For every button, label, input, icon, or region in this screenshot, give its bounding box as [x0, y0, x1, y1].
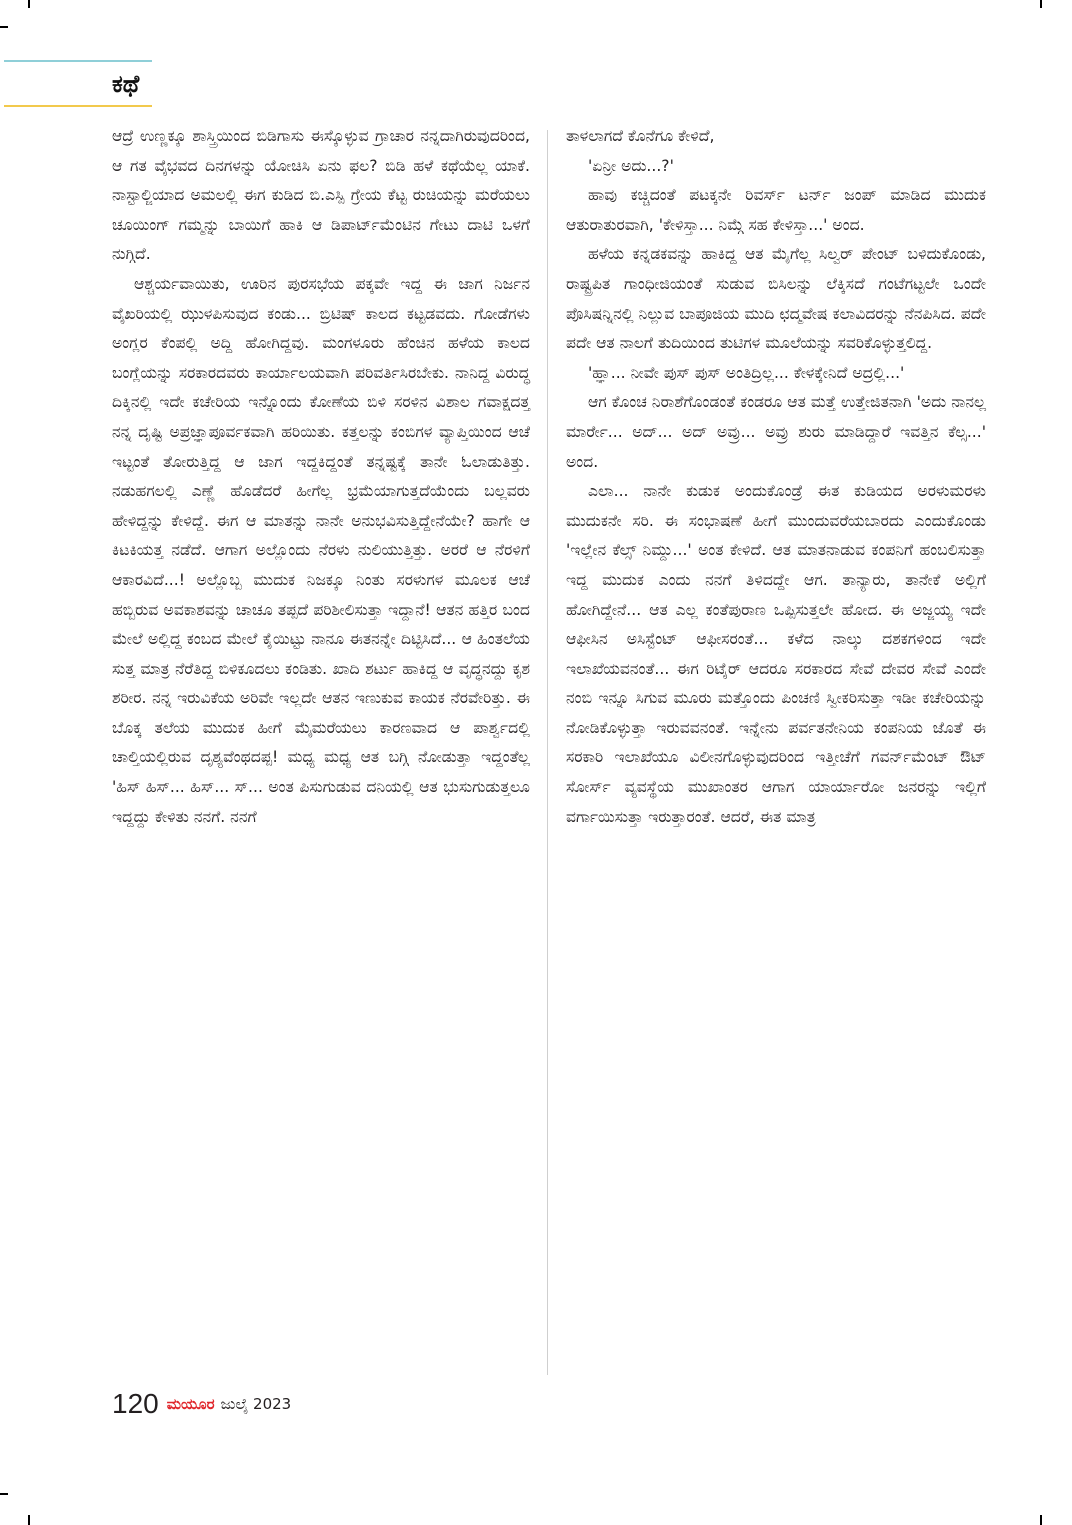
- paragraph: ಹಾವು ಕಚ್ಚಿದಂತೆ ಪಟಕ್ಕನೇ ರಿವರ್ಸ್ ಟರ್ನ್ ಜಂಪ್ ಮಾಡಿದ ಮುದುಕ ಆತುರಾತುರವಾಗಿ, 'ಕೇಳಿಸ್ತಾ... ನಿಮ್ಗೆ ಸಹ ಕೇಳಿಸ್ತಾ...' ಅಂದ.: [566, 186, 986, 234]
- paragraph: ಹಳೆಯ ಕನ್ನಡಕವನ್ನು ಹಾಕಿದ್ದ ಆತ ಮೈಗೆಲ್ಲ ಸಿಲ್ವರ್ ಪೇಂಟ್ ಬಳಿದುಕೊಂಡು, ರಾಷ್ಟ್ರಪಿತ ಗಾಂಧೀಜಿಯಂತೆ ಸುಡುವ ಬಿಸಿಲನ್ನು ಲೆಕ್ಕಿಸದೆ ಗಂಟೆಗಟ್ಟಲೇ ಒಂದೇ ಪೊಸಿಷನ್ನಿನಲ್ಲಿ ನಿಲ್ಲುವ ಬಾಪೂಜಿಯ ಮುದಿ ಛದ್ಮವೇಷ ಕಲಾವಿದರನ್ನು ನೆನಪಿಸಿದ. ಪದೇ ಪದೇ ಆತ ನಾಲಗೆ ತುದಿಯಿಂದ ತುಟಿಗಳ ಮೂಲೆಯನ್ನು ಸವರಿಕೊಳ್ಳುತ್ತಲಿದ್ದ.: [566, 245, 986, 353]
- crop-mark: [28, 1515, 30, 1525]
- page-number: 120: [112, 1388, 159, 1419]
- section-rule-bottom: [4, 105, 152, 107]
- paragraph: ತಾಳಲಾಗದೆ ಕೊನೆಗೂ ಕೇಳಿದೆ,: [566, 127, 715, 145]
- page-footer: [112, 1388, 291, 1428]
- section-title: ಕಥೆ: [112, 70, 140, 98]
- crop-mark: [0, 1493, 8, 1495]
- section-rule-top: [4, 60, 152, 62]
- paragraph: ಆಗ ಕೊಂಚ ನಿರಾಶೆಗೊಂಡಂತೆ ಕಂಡರೂ ಆತ ಮತ್ತೆ ಉತ್ತೇಜಿತನಾಗಿ 'ಅದು ನಾನಲ್ಲ ಮಾರ್ರೇ... ಅದ್... ಅದ್ ಅವ್ರು... ಅವ್ರು ಶುರು ಮಾಡಿದ್ದಾರೆ ಇವತ್ತಿನ ಕೆಲ್ಸ...' ಅಂದ.: [566, 393, 986, 471]
- paragraph: ಎಲಾ... ನಾನೇ ಕುಡುಕ ಅಂದುಕೊಂಡ್ರೆ ಈತ ಕುಡಿಯದ ಅರಳುಮರಳು ಮುದುಕನೇ ಸರಿ. ಈ ಸಂಭಾಷಣೆ ಹೀಗೆ ಮುಂದುವರೆಯಬಾರದು ಎಂದುಕೊಂಡು 'ಇಲ್ಲೇನ ಕೆಲ್ಸ್ ನಿಮ್ದು...' ಅಂತ ಕೇಳಿದೆ. ಆತ ಮಾತನಾಡುವ ಕಂಪನಿಗೆ ಹಂಬಲಿಸುತ್ತಾ ಇದ್ದ ಮುದುಕ ಎಂದು ನನಗೆ ತಿಳಿದದ್ದೇ ಆಗ. ತಾನ್ಯಾರು, ತಾನೇಕೆ ಅಲ್ಲಿಗೆ ಹೋಗಿದ್ದೇನೆ... ಆತ ಎಲ್ಲ ಕಂತೆಪುರಾಣ ಒಪ್ಪಿಸುತ್ತಲೇ ಹೋದ. ಈ ಅಜ್ಜಯ್ಯ ಇದೇ ಆಫೀಸಿನ ಅಸಿಸ್ಟೆಂಟ್ ಆಫೀಸರಂತೆ... ಕಳೆದ ನಾಲ್ಕು ದಶಕಗಳಿಂದ ಇದೇ ಇಲಾಖೆಯವನಂತೆ... ಈಗ ರಿಟೈರ್ ಆದರೂ ಸರಕಾರದ ಸೇವೆ ದೇವರ ಸೇವೆ ಎಂದೇ ನಂಬಿ ಇನ್ನೂ ಸಿಗುವ ಮೂರು ಮತ್ತೊಂದು ಪಿಂಚಣಿ ಸ್ವೀಕರಿಸುತ್ತಾ ಇಡೀ ಕಚೇರಿಯನ್ನು ನೋಡಿಕೊಳ್ಳುತ್ತಾ ಇರುವವನಂತೆ. ಇನ್ನೇನು ಪರ್ವತನೇನಿಯ ಕಂಪನಿಯ ಜೊತೆ ಈ ಸರಕಾರಿ ಇಲಾಖೆಯೂ ವಿಲೀನಗೊಳ್ಳುವುದರಿಂದ ಇತ್ತೀಚೆಗೆ ಗವರ್ನ್‌ಮೆಂಟ್ ಔಟ್ ಸೋರ್ಸ್ ವ್ಯವಸ್ಥೆಯ ಮುಖಾಂತರ ಆಗಾಗ ಯಾರ್ಯಾರೋ ಜನರನ್ನು ಇಲ್ಲಿಗೆ ವರ್ಗಾಯಿಸುತ್ತಾ ಇರುತ್ತಾರಂತೆ. ಆದರೆ, ಈತ ಮಾತ್ರ: [566, 482, 986, 826]
- column-divider: [547, 130, 548, 1375]
- crop-mark: [28, 0, 30, 8]
- left-column: [112, 122, 530, 832]
- paragraph: 'ಹ್ಞಾ... ನೀವೇ ಪುಸ್ ಪುಸ್ ಅಂತಿದ್ರಿಲ್ಲ... ಕೇಳಕ್ಕೇನಿದೆ ಅದ್ರಲ್ಲಿ...': [588, 363, 905, 382]
- crop-mark: [1040, 0, 1042, 8]
- magazine-logo: ಮಯೂರ: [166, 1395, 215, 1413]
- paragraph: ಆಶ್ಚರ್ಯವಾಯಿತು, ಊರಿನ ಪುರಸಭೆಯ ಪಕ್ಕವೇ ಇದ್ದ ಈ ಜಾಗ ನಿರ್ಜನ ವೈಖರಿಯಲ್ಲಿ ಝುಳಪಿಸುವುದ ಕಂಡು... ಬ್ರಿಟಿಷ್ ಕಾಲದ ಕಟ್ಟಡವದು. ಗೋಡೆಗಳು ಅಂಗ್ಲರ ಕೆಂಪಲ್ಲಿ ಅದ್ದಿ ಹೋಗಿದ್ದವು. ಮಂಗಳೂರು ಹೆಂಚಿನ ಹಳೆಯ ಕಾಲದ ಬಂಗ್ಲೆಯನ್ನು ಸರಕಾರದವರು ಕಾರ್ಯಾಲಯವಾಗಿ ಪರಿವರ್ತಿಸಿರಬೇಕು. ನಾನಿದ್ದ ವಿರುದ್ಧ ದಿಕ್ಕಿನಲ್ಲಿ ಇದೇ ಕಚೇರಿಯ ಇನ್ನೊಂದು ಕೋಣೆಯ ಬಿಳಿ ಸರಳಿನ ವಿಶಾಲ ಗವಾಕ್ಷದತ್ತ ನನ್ನ ದೃಷ್ಟಿ ಅಪ್ರಜ್ಞಾಪೂರ್ವಕವಾಗಿ ಹರಿಯಿತು. ಕತ್ತಲನ್ನು ಕಂಬಿಗಳ ವ್ಯಾಪ್ತಿಯಿಂದ ಆಚೆ ಇಟ್ಟಂತೆ ತೋರುತ್ತಿದ್ದ ಆ ಜಾಗ ಇದ್ದಕಿದ್ದಂತೆ ತನ್ನಷ್ಟಕ್ಕೆ ತಾನೇ ಓಲಾಡುತಿತ್ತು. ನಡುಹಗಲಲ್ಲಿ ಎಣ್ಣೆ ಹೊಡೆದರೆ ಹೀಗೆಲ್ಲ ಭ್ರಮೆಯಾಗುತ್ತದೆಯೆಂದು ಬಲ್ಲವರು ಹೇಳಿದ್ದನ್ನು ಕೇಳಿದ್ದೆ. ಈಗ ಆ ಮಾತನ್ನು ನಾನೇ ಅನುಭವಿಸುತ್ತಿದ್ದೇನೆಯೇ? ಹಾಗೇ ಆ ಕಿಟಕಿಯತ್ತ ನಡೆದೆ. ಆಗಾಗ ಅಲ್ಲೊಂದು ನೆರಳು ನುಲಿಯುತ್ತಿತ್ತು. ಅರರೆ ಆ ನೆರಳಿಗೆ ಆಕಾರವಿದೆ...! ಅಲ್ಲೊಬ್ಬ ಮುದುಕ ನಿಜಕ್ಕೂ ನಿಂತು ಸರಳುಗಳ ಮೂಲಕ ಆಚೆ ಹಬ್ಬಿರುವ ಅವಕಾಶವನ್ನು ಚಾಚೂ ತಪ್ಪದೆ ಪರಿಶೀಲಿಸುತ್ತಾ ಇದ್ದಾನೆ! ಆತನ ಹತ್ತಿರ ಬಂದ ಮೇಲೆ ಅಲ್ಲಿದ್ದ ಕಂಬದ ಮೇಲೆ ಕೈಯಿಟ್ಟು ನಾನೂ ಈತನನ್ನೇ ದಿಟ್ಟಿಸಿದೆ... ಆ ಹಿಂತಲೆಯ ಸುತ್ತ ಮಾತ್ರ ನೆರೆತಿದ್ದ ಬಿಳಿಕೂದಲು ಕಂಡಿತು. ಖಾದಿ ಶರ್ಟು ಹಾಕಿದ್ದ ಆ ವೃದ್ಧನದ್ದು ಕೃಶ ಶರೀರ. ನನ್ನ ಇರುವಿಕೆಯ ಅರಿವೇ ಇಲ್ಲದೇ ಆತನ ಇಣುಕುವ ಕಾಯಕ ನೆರವೇರಿತ್ತು. ಈ ಬೊಕ್ಕ ತಲೆಯ ಮುದುಕ ಹೀಗೆ ಮೈಮರೆಯಲು ಕಾರಣವಾದ ಆ ಪಾರ್ಶ್ವದಲ್ಲಿ ಚಾಲ್ತಿಯಲ್ಲಿರುವ ದೃಶ್ಯವೆಂಥದಪ್ಪ! ಮಧ್ಯ ಮಧ್ಯ ಆತ ಬಗ್ಗಿ ನೋಡುತ್ತಾ ಇದ್ದಂತೆಲ್ಲ 'ಹಿಸ್ ಹಿಸ್... ಹಿಸ್... ಸ್... ಅಂತ ಪಿಸುಗುಡುವ ದನಿಯಲ್ಲಿ ಆತ ಭುಸುಗುಡುತ್ತಲೂ ಇದ್ದದ್ದು ಕೇಳಿತು ನನಗೆ. ನನಗೆ: [112, 274, 530, 826]
- crop-mark: [1040, 1515, 1042, 1525]
- paragraph: 'ಏನ್ರೀ ಅದು...?': [588, 156, 674, 175]
- crop-mark: [0, 26, 8, 28]
- right-column: [566, 122, 986, 832]
- paragraph: ಆದ್ರೆ ಉಣ್ಣಕ್ಕೂ ಶಾಸ್ತ್ರಿಯಿಂದ ಬಿಡಿಗಾಸು ಈಸ್ಕೊಳ್ಳುವ ಗ್ರಾಚಾರ ನನ್ನದಾಗಿರುವುದರಿಂದ, ಆ ಗತ ವೈಭವದ ದಿನಗಳನ್ನು ಯೋಚಿಸಿ ಏನು ಫಲ? ಬಿಡಿ ಹಳೆ ಕಥೆಯೆಲ್ಲ ಯಾಕೆ. ನಾಸ್ಟಾಲ್ಜಿಯಾದ ಅಮಲಲ್ಲಿ ಈಗ ಕುಡಿದ ಬಿ.ಎಸ್ಪಿ ಗ್ರೇಯ ಕೆಟ್ಟ ರುಚಿಯನ್ನು ಮರೆಯಲು ಚೂಯಿಂಗ್ ಗಮ್ಮನ್ನು ಬಾಯಿಗೆ ಹಾಕಿ ಆ ಡಿಪಾರ್ಟ್‌ಮೆಂಟಿನ ಗೇಟು ದಾಟಿ ಒಳಗೆ ನುಗ್ಗಿದೆ.: [112, 127, 530, 264]
- issue-date: ಜುಲೈ 2023: [220, 1395, 292, 1413]
